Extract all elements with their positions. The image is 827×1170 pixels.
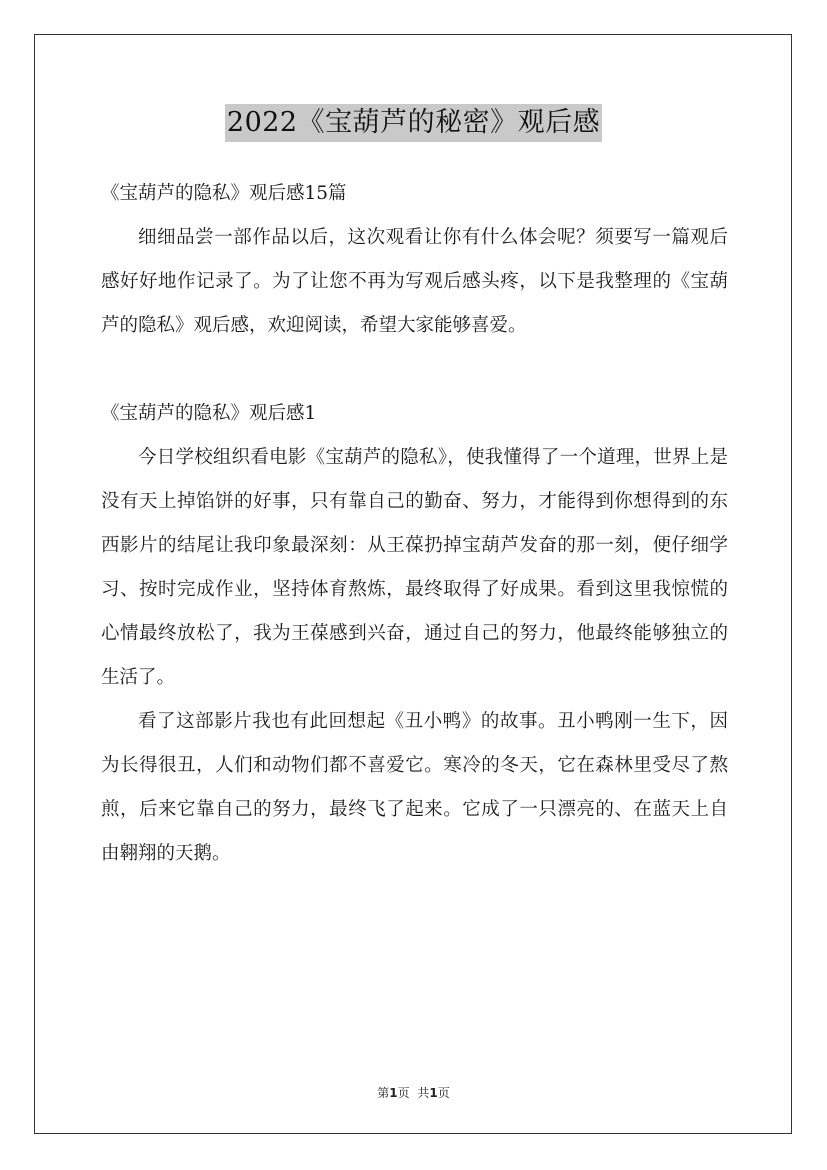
total-suffix: 页 xyxy=(437,1086,450,1100)
document-title: 2022《宝葫芦的秘密》观后感 xyxy=(225,104,602,142)
total-pages: 1 xyxy=(429,1086,438,1100)
intro-paragraph: 细细品尝一部作品以后，这次观看让你有什么体会呢？须要写一篇观后感好好地作记录了。为了让您不再为写观后感头疼，以下是我整理的《宝葫芦的隐私》观后感，欢迎阅读，希望大家能够喜爱。 xyxy=(101,227,728,336)
document-subtitle: 《宝葫芦的隐私》观后感15篇 xyxy=(101,183,347,204)
body-paragraph-2: 看了这部影片我也有此回想起《丑小鸭》的故事。丑小鸭刚一生下，因为长得很丑，人们和动物们都不喜爱它。寒冷的冬天，它在森林里受尽了熬煎，后来它靠自己的努力，最终飞了起来。它成了一只漂亮的、在蓝天上自由翱翔的天鹅。 xyxy=(101,711,728,864)
section-title: 《宝葫芦的隐私》观后感1 xyxy=(101,403,317,424)
page-footer xyxy=(0,1084,827,1101)
page-prefix: 第 xyxy=(377,1086,390,1100)
page-number: 1 xyxy=(389,1086,398,1100)
document-body xyxy=(101,176,728,876)
total-prefix: 共 xyxy=(417,1086,430,1100)
title-container xyxy=(0,104,827,142)
body-paragraph-1: 今日学校组织看电影《宝葫芦的隐私》，使我懂得了一个道理，世界上是没有天上掉馅饼的好事，只有靠自己的勤奋、努力，才能得到你想得到的东西影片的结尾让我印象最深刻：从王葆扔掉宝葫芦发奋的那一刻，便仔细学习、按时完成作业，坚持体育熬炼，最终取得了好成果。看到这里我惊慌的心情最终放松了，我为王葆感到兴奋，通过自己的努力，他最终能够独立的生活了。 xyxy=(101,447,728,688)
spacer xyxy=(101,348,728,396)
page-suffix: 页 xyxy=(397,1086,410,1100)
